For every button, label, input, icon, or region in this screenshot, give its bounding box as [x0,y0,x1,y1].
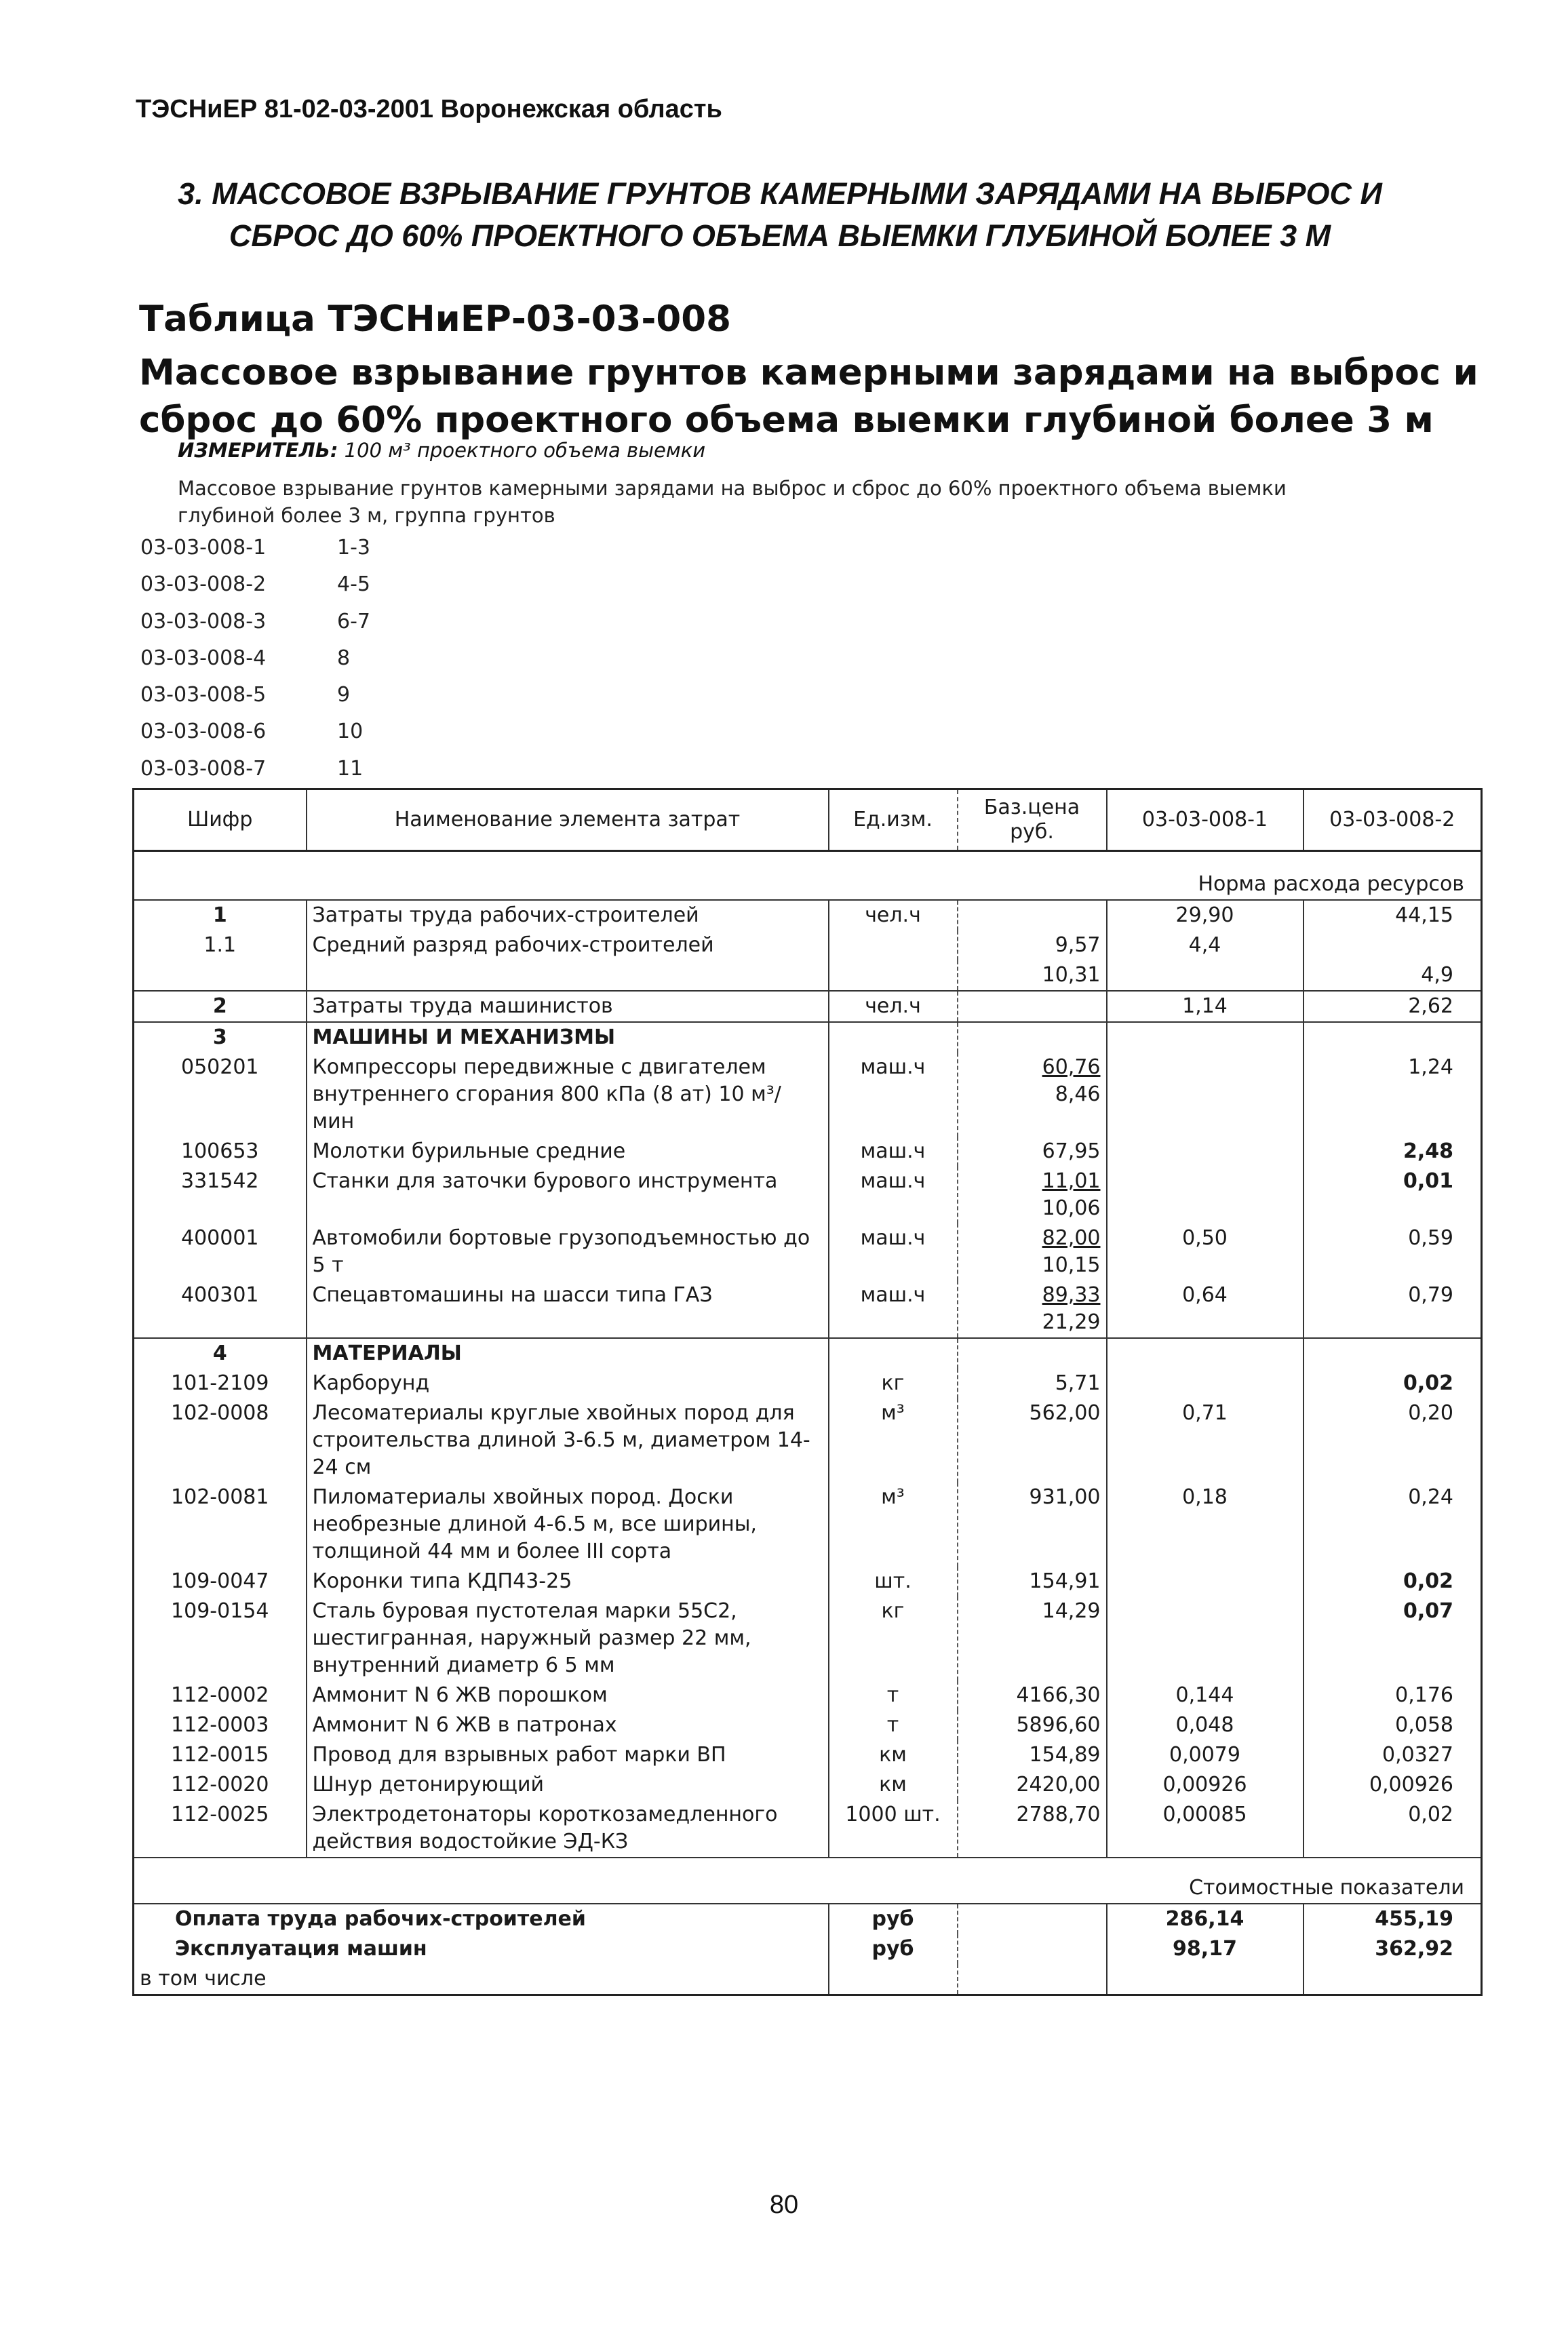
cell-name: Аммонит N 6 ЖВ в патронах [307,1710,829,1740]
cell-price [958,991,1107,1022]
header-code: Шифр [134,789,307,851]
cell-value-1 [1107,1596,1304,1681]
table-row [134,1567,1482,1596]
cell-price-value: 562,00 [1029,1401,1101,1425]
cell-price-value: 2420,00 [1016,1773,1101,1797]
band-norms: Норма расхода ресурсов [134,851,1482,901]
summary-label: Оплата труда рабочих-строителей [134,1904,829,1934]
code-group-code: 03-03-008-7 [140,756,267,781]
cell-unit: км [829,1770,958,1800]
cell-value-1: 0,64 [1107,1280,1304,1338]
cell-value-2: 0,00926 [1304,1770,1482,1800]
table-caption-line-1: Массовое взрывание грунтов камерными зарядами на выброс и [139,352,1478,393]
cell-name: Спецавтомашины на шасси типа ГАЗ [307,1280,829,1338]
cell-value-1 [1107,1022,1304,1053]
code-group-code: 03-03-008-1 [140,536,267,560]
cell-value-2: 0,058 [1304,1710,1482,1740]
summary-label: Эксплуатация машин [134,1934,829,1964]
cell-name: Лесоматериалы круглые хвойных пород для строительства длиной 3-6.5 м, диаметром 14-24 см [307,1398,829,1483]
cell-price [958,1166,1107,1223]
cell-name: МАШИНЫ И МЕХАНИЗМЫ [307,1022,829,1053]
cell-price [958,1398,1107,1483]
cell-code [134,960,307,991]
table-row [134,1710,1482,1740]
cell-value-1 [1107,1053,1304,1137]
cell-price-value: 67,95 [1042,1139,1101,1163]
cell-value-1 [1107,960,1304,991]
cell-price-value: 2788,70 [1016,1803,1101,1826]
cell-unit: чел.ч [829,991,958,1022]
section-title-line-2: СБРОС ДО 60% ПРОЕКТНОГО ОБЪЕМА ВЫЕМКИ ГЛУБИНОЙ БОЛЕЕ 3 М [229,218,1331,253]
cell-unit [829,1022,958,1053]
cell-name: Провод для взрывных работ марки ВП [307,1740,829,1770]
code-group-value: 11 [337,756,364,781]
header-col-1: 03-03-008-1 [1107,789,1304,851]
code-group-list [140,536,370,793]
cell-price-value: 9,57 [1055,933,1101,957]
cell-price [958,1338,1107,1369]
table-row [134,1369,1482,1398]
cell-value-2: 0,02 [1304,1800,1482,1858]
section-title-line-1: 3. МАССОВОЕ ВЗРЫВАНИЕ ГРУНТОВ КАМЕРНЫМИ ЗАРЯДАМИ НА ВЫБРОС И [178,176,1382,211]
table-row [134,1740,1482,1770]
cell-price-value: 10,31 [1042,963,1101,987]
code-group-row [140,683,370,720]
cell-name: Коронки типа КДП43-25 [307,1567,829,1596]
table-row [134,1166,1482,1223]
cell-value-1: 29,90 [1107,900,1304,930]
table-row [134,1223,1482,1280]
cell-name: Электродетонаторы короткозамедленного действия водостойкие ЭД-КЗ [307,1800,829,1858]
footer-row [134,1964,1482,1995]
cell-price [958,1567,1107,1596]
table-row [134,1770,1482,1800]
cell-unit: маш.ч [829,1280,958,1338]
cell-price-value: 5,71 [1055,1371,1101,1395]
header-name: Наименование элемента затрат [307,789,829,851]
measure-label: ИЗМЕРИТЕЛЬ: [178,439,338,462]
cell-code: 331542 [134,1166,307,1223]
page-number: 80 [769,2191,799,2219]
cell-value-1: 0,00085 [1107,1800,1304,1858]
cell-name: Карборунд [307,1369,829,1398]
cell-value-2: 0,20 [1304,1398,1482,1483]
measure [178,439,705,462]
cell-value-1: 1,14 [1107,991,1304,1022]
cell-unit [829,930,958,960]
code-group-code: 03-03-008-3 [140,609,267,633]
cell-unit: маш.ч [829,1166,958,1223]
cell-price-value: 14,29 [1042,1599,1101,1623]
code-group-code: 03-03-008-5 [140,683,267,707]
norms-table-body [134,789,1482,1995]
cell-price [958,1740,1107,1770]
cell-unit: кг [829,1596,958,1681]
cell-value-1 [1107,1369,1304,1398]
cell-price [958,1280,1107,1338]
cell-code: 400001 [134,1223,307,1280]
cell-value-1 [1107,1137,1304,1166]
band-norms-row [134,851,1482,901]
cell-code: 112-0020 [134,1770,307,1800]
norms-table [132,788,1483,1996]
cell-unit: т [829,1710,958,1740]
cell-unit: чел.ч [829,900,958,930]
table-caption-line-2: сброс до 60% проектного объема выемки глубиной более 3 м [139,399,1434,441]
band-cost-row [134,1858,1482,1904]
cell-unit: шт. [829,1567,958,1596]
code-group-row [140,610,370,646]
summary-price [958,1904,1107,1934]
cell-value-2: 44,15 [1304,900,1482,930]
footer-value-2 [1304,1964,1482,1995]
table-row [134,1137,1482,1166]
summary-price [958,1934,1107,1964]
footer-price [958,1964,1107,1995]
cell-value-2: 2,48 [1304,1137,1482,1166]
cell-price [958,1137,1107,1166]
running-head: ТЭСНиЕР 81-02-03-2001 Воронежская область [136,95,722,123]
table-number: Таблица ТЭСНиЕР-03-03-008 [139,298,731,340]
cell-price-value: 4166,30 [1016,1683,1101,1707]
cell-price-value: 89,33 [1042,1283,1101,1307]
code-group-value: 10 [337,720,364,744]
cell-name: Затраты труда машинистов [307,991,829,1022]
cell-unit: маш.ч [829,1137,958,1166]
table-row [134,1053,1482,1137]
cell-price-value: 60,76 [1042,1055,1101,1079]
code-group-value: 8 [337,646,351,670]
cell-unit: кг [829,1369,958,1398]
cell-value-2: 0,0327 [1304,1740,1482,1770]
cell-code: 2 [134,991,307,1022]
cell-name: МАТЕРИАЛЫ [307,1338,829,1369]
summary-row [134,1904,1482,1934]
cell-price [958,1223,1107,1280]
cell-price-value: 931,00 [1029,1485,1101,1509]
table-row [134,930,1482,960]
cell-code: 112-0025 [134,1800,307,1858]
cell-value-2: 0,24 [1304,1483,1482,1567]
table-row [134,900,1482,930]
code-group-row [140,536,370,572]
cell-code: 112-0002 [134,1681,307,1710]
cell-name [307,960,829,991]
cell-code: 1.1 [134,930,307,960]
code-group-row [140,720,370,756]
code-group-row [140,646,370,683]
table-row [134,960,1482,991]
footer-label: в том числе [134,1964,829,1995]
cell-value-1: 0,144 [1107,1681,1304,1710]
header-price: Баз.цена руб. [958,789,1107,851]
table-row [134,1483,1482,1567]
table-row [134,1681,1482,1710]
cell-value-2: 0,07 [1304,1596,1482,1681]
cell-code: 4 [134,1338,307,1369]
table-caption [139,349,1495,444]
cell-value-1: 0,0079 [1107,1740,1304,1770]
cell-name: Средний разряд рабочих-строителей [307,930,829,960]
summary-unit: руб [829,1934,958,1964]
cell-name: Шнур детонирующий [307,1770,829,1800]
code-group-row [140,572,370,609]
code-group-value: 4-5 [337,572,370,597]
table-header-row [134,789,1482,851]
header-unit: Ед.изм. [829,789,958,851]
cell-code: 112-0015 [134,1740,307,1770]
cell-code: 109-0154 [134,1596,307,1681]
cell-unit: т [829,1681,958,1710]
cell-unit: м³ [829,1398,958,1483]
cell-unit: км [829,1740,958,1770]
cell-price [958,1710,1107,1740]
cell-value-2: 0,02 [1304,1567,1482,1596]
code-group-code: 03-03-008-6 [140,720,267,744]
cell-unit: м³ [829,1483,958,1567]
cell-price [958,900,1107,930]
summary-row [134,1934,1482,1964]
cell-price-value: 154,89 [1029,1743,1101,1767]
cell-price [958,1681,1107,1710]
footer-value-1 [1107,1964,1304,1995]
cell-value-2: 4,9 [1304,960,1482,991]
cell-code: 1 [134,900,307,930]
cell-price [958,1596,1107,1681]
cell-unit: маш.ч [829,1053,958,1137]
band-cost: Стоимостные показатели [134,1858,1482,1904]
cell-price-value-2: 10,15 [1042,1253,1101,1277]
cell-price [958,1483,1107,1567]
summary-value-1: 286,14 [1107,1904,1304,1934]
cell-unit: 1000 шт. [829,1800,958,1858]
cell-value-2: 0,01 [1304,1166,1482,1223]
cell-name: Затраты труда рабочих-строителей [307,900,829,930]
cell-code: 109-0047 [134,1567,307,1596]
cell-value-1: 0,50 [1107,1223,1304,1280]
description-line-2: глубиной более 3 м, группа грунтов [178,504,555,527]
table-row [134,1022,1482,1053]
cell-price [958,960,1107,991]
cell-price-value: 82,00 [1042,1226,1101,1250]
footer-unit [829,1964,958,1995]
cell-price-value-2: 10,06 [1042,1196,1101,1220]
table-row [134,991,1482,1022]
section-title [136,173,1424,257]
cell-value-1: 4,4 [1107,930,1304,960]
cell-price-value-2: 8,46 [1055,1082,1101,1106]
cell-price-value: 154,91 [1029,1569,1101,1593]
cell-unit [829,960,958,991]
code-group-code: 03-03-008-4 [140,646,267,670]
cell-unit [829,1338,958,1369]
description-line-1: Массовое взрывание грунтов камерными зарядами на выброс и сброс до 60% проектного объема выемки [178,477,1287,500]
cell-value-2: 0,59 [1304,1223,1482,1280]
table-row [134,1398,1482,1483]
summary-value-1: 98,17 [1107,1934,1304,1964]
cell-code: 400301 [134,1280,307,1338]
cell-price [958,1022,1107,1053]
cell-price [958,1053,1107,1137]
cell-price [958,930,1107,960]
cell-name: Автомобили бортовые грузоподъемностью до 5 т [307,1223,829,1280]
cell-code: 100653 [134,1137,307,1166]
cell-price-value: 11,01 [1042,1169,1101,1193]
table-row [134,1338,1482,1369]
table-row [134,1280,1482,1338]
cell-name: Аммонит N 6 ЖВ порошком [307,1681,829,1710]
cell-code: 101-2109 [134,1369,307,1398]
cell-value-2 [1304,930,1482,960]
summary-unit: руб [829,1904,958,1934]
cell-value-1 [1107,1338,1304,1369]
code-group-value: 9 [337,683,351,707]
cell-price [958,1369,1107,1398]
cell-value-1: 0,18 [1107,1483,1304,1567]
cell-name: Сталь буровая пустотелая марки 55С2, шестигранная, наружный размер 22 мм, внутренний диаметр 6 5 мм [307,1596,829,1681]
code-group-value: 6-7 [337,609,370,633]
cell-value-1: 0,048 [1107,1710,1304,1740]
cell-value-2: 0,176 [1304,1681,1482,1710]
header-col-2: 03-03-008-2 [1304,789,1482,851]
cell-value-1: 0,00926 [1107,1770,1304,1800]
cell-value-1 [1107,1567,1304,1596]
summary-value-2: 455,19 [1304,1904,1482,1934]
summary-value-2: 362,92 [1304,1934,1482,1964]
cell-value-2: 2,62 [1304,991,1482,1022]
table-row [134,1800,1482,1858]
code-group-value: 1-3 [337,536,370,560]
cell-code: 102-0081 [134,1483,307,1567]
cell-name: Станки для заточки бурового инструмента [307,1166,829,1223]
cell-price [958,1770,1107,1800]
cell-value-2 [1304,1338,1482,1369]
cell-name: Пиломатериалы хвойных пород. Доски необрезные длиной 4-6.5 м, все ширины, толщиной 44 мм и более III сорта [307,1483,829,1567]
cell-value-1: 0,71 [1107,1398,1304,1483]
cell-value-2 [1304,1022,1482,1053]
cell-code: 112-0003 [134,1710,307,1740]
cell-name: Компрессоры передвижные с двигателем внутреннего сгорания 800 кПа (8 ат) 10 м³/мин [307,1053,829,1137]
cell-price-value-2: 21,29 [1042,1310,1101,1334]
cell-value-2: 0,02 [1304,1369,1482,1398]
cell-name: Молотки бурильные средние [307,1137,829,1166]
description [178,475,1466,529]
cell-value-1 [1107,1166,1304,1223]
cell-code: 050201 [134,1053,307,1137]
cell-price-value: 5896,60 [1016,1713,1101,1737]
cell-value-2: 0,79 [1304,1280,1482,1338]
cell-code: 102-0008 [134,1398,307,1483]
cell-code: 3 [134,1022,307,1053]
cell-value-2: 1,24 [1304,1053,1482,1137]
table-row [134,1596,1482,1681]
measure-value: 100 м³ проектного объема выемки [344,439,706,462]
code-group-code: 03-03-008-2 [140,572,267,597]
cell-price [958,1800,1107,1858]
cell-unit: маш.ч [829,1223,958,1280]
